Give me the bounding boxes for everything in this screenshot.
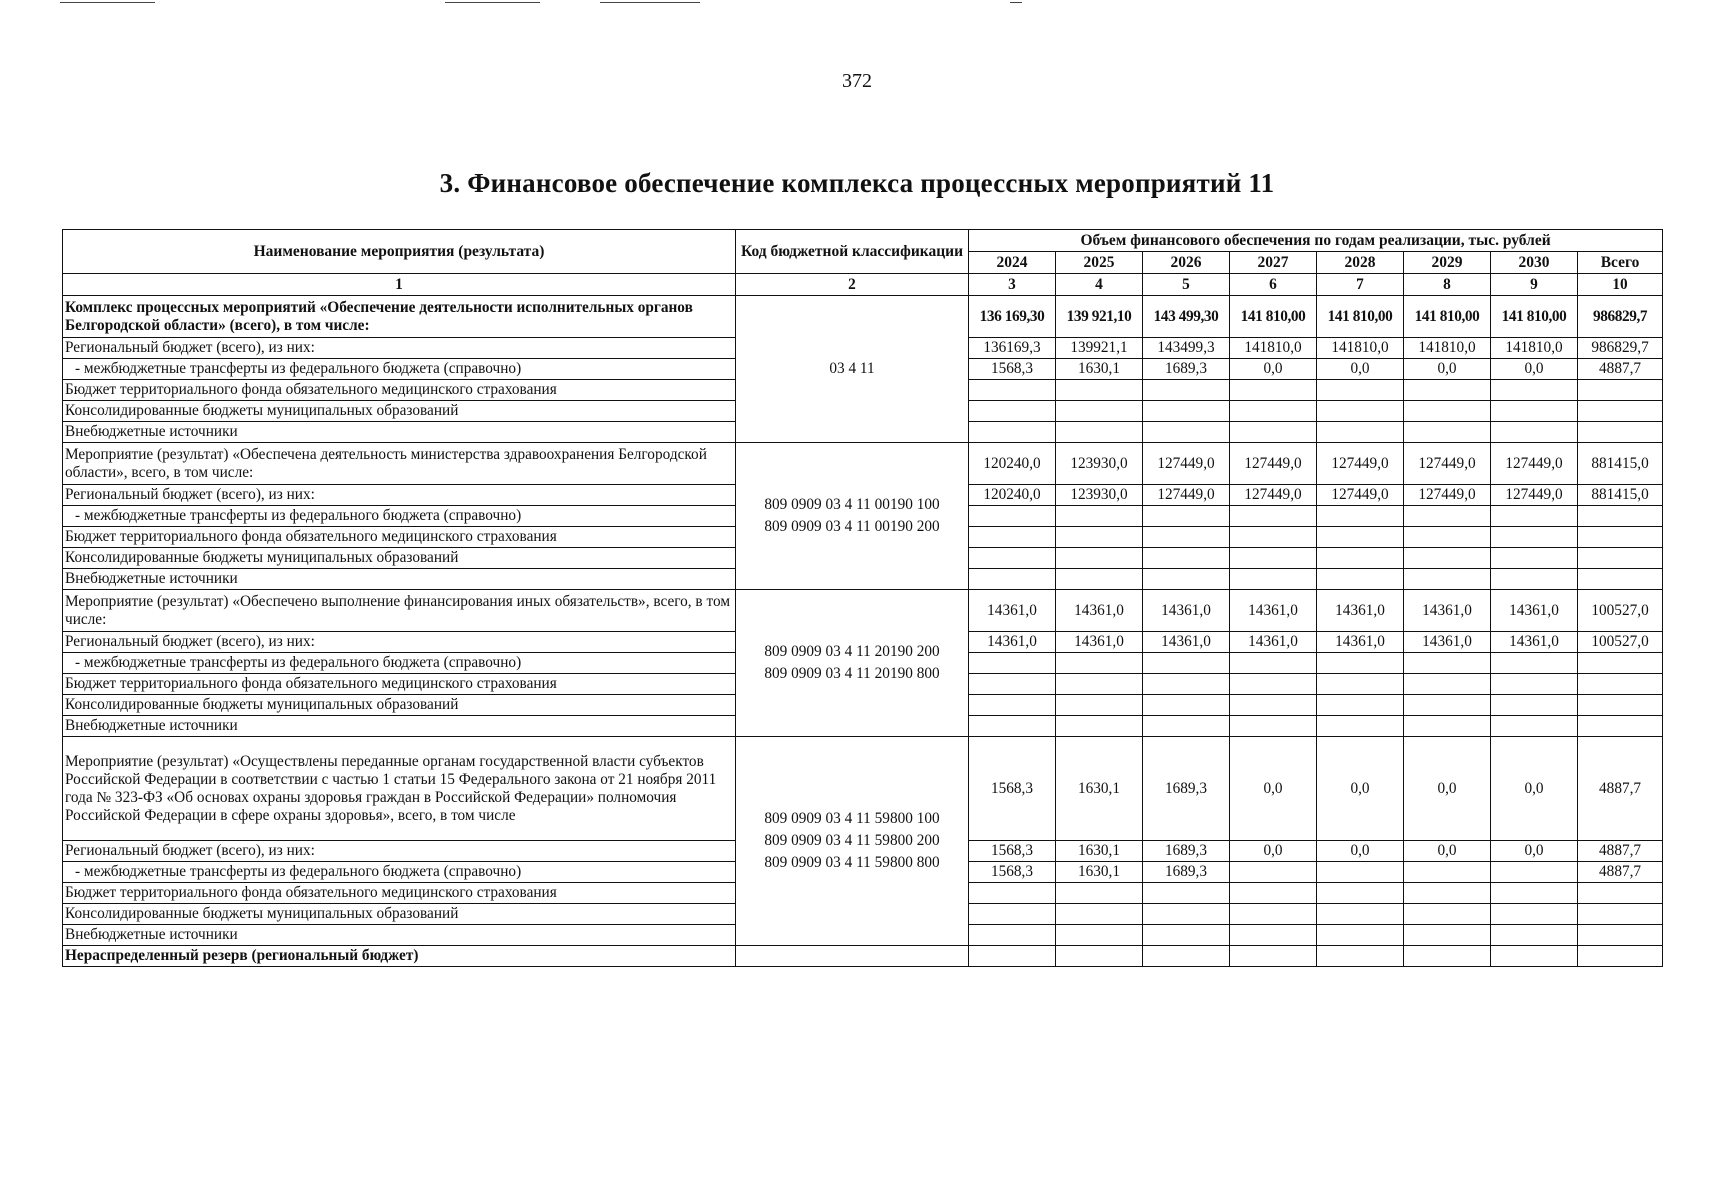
year-value-cell: 139 921,10 xyxy=(1056,296,1143,338)
header-year: 2027 xyxy=(1230,252,1317,274)
year-value-cell xyxy=(1317,925,1404,946)
header-code: Код бюджетной классификации xyxy=(736,230,969,274)
column-index-row xyxy=(63,274,1663,296)
year-value-cell xyxy=(969,925,1056,946)
year-value-cell: 141 810,00 xyxy=(1404,296,1491,338)
total-value-cell xyxy=(1578,527,1663,548)
year-value-cell xyxy=(1317,527,1404,548)
year-value-cell xyxy=(1491,946,1578,967)
header-total: Всего xyxy=(1578,252,1663,274)
year-value-cell xyxy=(1230,925,1317,946)
year-value-cell xyxy=(1317,716,1404,737)
year-value-cell xyxy=(1491,569,1578,590)
total-value-cell xyxy=(1578,946,1663,967)
year-value-cell xyxy=(1230,548,1317,569)
year-value-cell: 0,0 xyxy=(1404,737,1491,841)
header-year: 2030 xyxy=(1491,252,1578,274)
year-value-cell xyxy=(1404,506,1491,527)
year-value-cell xyxy=(1056,569,1143,590)
total-value-cell: 4887,7 xyxy=(1578,862,1663,883)
year-value-cell xyxy=(1230,946,1317,967)
total-value-cell: 986829,7 xyxy=(1578,296,1663,338)
total-value-cell: 4887,7 xyxy=(1578,359,1663,380)
year-value-cell: 14361,0 xyxy=(1230,632,1317,653)
year-value-cell xyxy=(1230,674,1317,695)
funding-source-name: Консолидированные бюджеты муниципальных образований xyxy=(63,695,736,716)
year-value-cell xyxy=(969,527,1056,548)
funding-source-name: Региональный бюджет (всего), из них: xyxy=(63,632,736,653)
funding-source-name: Бюджет территориального фонда обязательного медицинского страхования xyxy=(63,527,736,548)
year-value-cell xyxy=(1404,569,1491,590)
funding-source-name: Внебюджетные источники xyxy=(63,569,736,590)
year-value-cell xyxy=(1404,716,1491,737)
year-value-cell xyxy=(1404,946,1491,967)
year-value-cell xyxy=(1056,674,1143,695)
year-value-cell xyxy=(969,695,1056,716)
year-value-cell xyxy=(1317,506,1404,527)
year-value-cell: 127449,0 xyxy=(1317,443,1404,485)
year-value-cell: 14361,0 xyxy=(1404,590,1491,632)
funding-source-name: Региональный бюджет (всего), из них: xyxy=(63,485,736,506)
year-value-cell: 0,0 xyxy=(1230,737,1317,841)
year-value-cell xyxy=(969,883,1056,904)
year-value-cell xyxy=(1491,422,1578,443)
total-value-cell xyxy=(1578,380,1663,401)
year-value-cell xyxy=(1230,862,1317,883)
reserve-row xyxy=(63,946,1663,967)
year-value-cell: 143499,3 xyxy=(1143,338,1230,359)
year-value-cell: 14361,0 xyxy=(1056,632,1143,653)
year-value-cell xyxy=(1491,904,1578,925)
year-value-cell: 1630,1 xyxy=(1056,841,1143,862)
year-value-cell: 14361,0 xyxy=(1491,632,1578,653)
column-index: 5 xyxy=(1143,274,1230,296)
total-value-cell xyxy=(1578,883,1663,904)
year-value-cell xyxy=(1317,548,1404,569)
year-value-cell: 127449,0 xyxy=(1230,443,1317,485)
funding-source-name: Консолидированные бюджеты муниципальных образований xyxy=(63,401,736,422)
year-value-cell: 136 169,30 xyxy=(969,296,1056,338)
year-value-cell xyxy=(969,380,1056,401)
year-value-cell xyxy=(1143,527,1230,548)
table-body xyxy=(63,274,1663,967)
year-value-cell xyxy=(1056,506,1143,527)
year-value-cell: 120240,0 xyxy=(969,443,1056,485)
total-value-cell: 100527,0 xyxy=(1578,590,1663,632)
year-value-cell xyxy=(1143,695,1230,716)
year-value-cell xyxy=(969,506,1056,527)
year-value-cell: 14361,0 xyxy=(969,590,1056,632)
total-value-cell: 986829,7 xyxy=(1578,338,1663,359)
year-value-cell: 14361,0 xyxy=(1317,632,1404,653)
year-value-cell: 1689,3 xyxy=(1143,841,1230,862)
year-value-cell xyxy=(1230,904,1317,925)
activity-name: Мероприятие (результат) «Обеспечена деятельность министерства здравоохранения Белгородской области», всего, в том числе: xyxy=(63,443,736,485)
year-value-cell: 14361,0 xyxy=(1491,590,1578,632)
year-value-cell: 120240,0 xyxy=(969,485,1056,506)
year-value-cell: 14361,0 xyxy=(969,632,1056,653)
year-value-cell xyxy=(1404,422,1491,443)
total-value-cell xyxy=(1578,506,1663,527)
year-value-cell xyxy=(1056,925,1143,946)
year-value-cell: 143 499,30 xyxy=(1143,296,1230,338)
column-index: 4 xyxy=(1056,274,1143,296)
year-value-cell xyxy=(1143,506,1230,527)
year-value-cell xyxy=(1317,653,1404,674)
year-value-cell xyxy=(1056,527,1143,548)
year-value-cell xyxy=(1143,883,1230,904)
year-value-cell: 0,0 xyxy=(1230,359,1317,380)
financing-table xyxy=(62,229,1663,967)
activity-name: Комплекс процессных мероприятий «Обеспечение деятельности исполнительных органов Белгородской области» (всего), в том числе: xyxy=(63,296,736,338)
year-value-cell xyxy=(1491,695,1578,716)
year-value-cell: 1630,1 xyxy=(1056,359,1143,380)
year-value-cell: 127449,0 xyxy=(1404,485,1491,506)
year-value-cell xyxy=(1491,862,1578,883)
year-value-cell xyxy=(1056,422,1143,443)
year-value-cell xyxy=(1056,548,1143,569)
year-value-cell: 123930,0 xyxy=(1056,443,1143,485)
year-value-cell xyxy=(969,904,1056,925)
year-value-cell xyxy=(969,548,1056,569)
year-value-cell xyxy=(1404,380,1491,401)
year-value-cell xyxy=(1143,653,1230,674)
year-value-cell: 14361,0 xyxy=(1317,590,1404,632)
year-value-cell: 127449,0 xyxy=(1143,485,1230,506)
year-value-cell xyxy=(1056,946,1143,967)
year-value-cell: 1689,3 xyxy=(1143,737,1230,841)
year-value-cell: 0,0 xyxy=(1404,359,1491,380)
year-value-cell xyxy=(1491,716,1578,737)
year-value-cell: 139921,1 xyxy=(1056,338,1143,359)
year-value-cell xyxy=(1404,925,1491,946)
budget-classification-code: 809 0909 03 4 11 59800 100 809 0909 03 4 11 59800 200 809 0909 03 4 11 59800 800 xyxy=(736,737,969,946)
year-value-cell xyxy=(1491,925,1578,946)
year-value-cell xyxy=(1317,904,1404,925)
year-value-cell xyxy=(1143,548,1230,569)
funding-source-name: Внебюджетные источники xyxy=(63,716,736,737)
year-value-cell: 123930,0 xyxy=(1056,485,1143,506)
year-value-cell xyxy=(1317,862,1404,883)
total-value-cell: 881415,0 xyxy=(1578,485,1663,506)
year-value-cell xyxy=(1491,674,1578,695)
funding-source-name: - межбюджетные трансферты из федерального бюджета (справочно) xyxy=(63,862,736,883)
year-value-cell xyxy=(969,401,1056,422)
year-value-cell: 127449,0 xyxy=(1491,443,1578,485)
year-value-cell: 1568,3 xyxy=(969,359,1056,380)
year-value-cell xyxy=(1143,401,1230,422)
year-value-cell xyxy=(1491,380,1578,401)
year-value-cell: 127449,0 xyxy=(1404,443,1491,485)
year-value-cell: 14361,0 xyxy=(1056,590,1143,632)
year-value-cell xyxy=(1404,674,1491,695)
year-value-cell xyxy=(1143,569,1230,590)
year-value-cell: 141810,0 xyxy=(1491,338,1578,359)
header-year: 2028 xyxy=(1317,252,1404,274)
activity-name: Мероприятие (результат) «Обеспечено выполнение финансирования иных обязательств», всего, в том числе: xyxy=(63,590,736,632)
scan-top-marks xyxy=(0,0,1714,8)
year-value-cell xyxy=(1230,653,1317,674)
year-value-cell xyxy=(969,569,1056,590)
year-value-cell: 1630,1 xyxy=(1056,737,1143,841)
reserve-name: Нераспределенный резерв (региональный бюджет) xyxy=(63,946,736,967)
funding-source-name: Консолидированные бюджеты муниципальных образований xyxy=(63,548,736,569)
year-value-cell xyxy=(969,716,1056,737)
total-value-cell xyxy=(1578,569,1663,590)
table-row xyxy=(63,590,1663,632)
year-value-cell xyxy=(969,946,1056,967)
year-value-cell: 127449,0 xyxy=(1317,485,1404,506)
year-value-cell xyxy=(1056,883,1143,904)
year-value-cell: 0,0 xyxy=(1491,359,1578,380)
column-index: 6 xyxy=(1230,274,1317,296)
column-index: 8 xyxy=(1404,274,1491,296)
year-value-cell xyxy=(1491,548,1578,569)
year-value-cell: 141810,0 xyxy=(1317,338,1404,359)
year-value-cell xyxy=(1230,716,1317,737)
year-value-cell: 141 810,00 xyxy=(1230,296,1317,338)
year-value-cell xyxy=(1056,695,1143,716)
total-value-cell xyxy=(1578,674,1663,695)
column-index: 10 xyxy=(1578,274,1663,296)
year-value-cell xyxy=(1404,401,1491,422)
table-row xyxy=(63,296,1663,338)
page-number: 372 xyxy=(842,70,872,92)
year-value-cell xyxy=(1404,653,1491,674)
year-value-cell xyxy=(1404,527,1491,548)
funding-source-name: - межбюджетные трансферты из федерального бюджета (справочно) xyxy=(63,506,736,527)
year-value-cell: 141 810,00 xyxy=(1491,296,1578,338)
total-value-cell: 4887,7 xyxy=(1578,841,1663,862)
year-value-cell: 0,0 xyxy=(1491,841,1578,862)
column-index: 3 xyxy=(969,274,1056,296)
year-value-cell xyxy=(1143,422,1230,443)
year-value-cell xyxy=(969,674,1056,695)
total-value-cell xyxy=(1578,548,1663,569)
total-value-cell xyxy=(1578,422,1663,443)
year-value-cell xyxy=(1317,569,1404,590)
column-index: 2 xyxy=(736,274,969,296)
year-value-cell xyxy=(1491,527,1578,548)
table-row xyxy=(63,443,1663,485)
table-row xyxy=(63,737,1663,841)
funding-source-name: Консолидированные бюджеты муниципальных образований xyxy=(63,904,736,925)
year-value-cell xyxy=(1404,695,1491,716)
reserve-code xyxy=(736,946,969,967)
total-value-cell: 4887,7 xyxy=(1578,737,1663,841)
year-value-cell xyxy=(1230,380,1317,401)
header-year: 2024 xyxy=(969,252,1056,274)
year-value-cell xyxy=(1143,904,1230,925)
year-value-cell xyxy=(1056,716,1143,737)
year-value-cell xyxy=(969,653,1056,674)
year-value-cell: 14361,0 xyxy=(1230,590,1317,632)
year-value-cell: 141810,0 xyxy=(1404,338,1491,359)
year-value-cell: 136169,3 xyxy=(969,338,1056,359)
year-value-cell xyxy=(1143,925,1230,946)
year-value-cell xyxy=(1056,380,1143,401)
year-value-cell xyxy=(1230,695,1317,716)
column-index: 9 xyxy=(1491,274,1578,296)
year-value-cell: 14361,0 xyxy=(1404,632,1491,653)
total-value-cell xyxy=(1578,653,1663,674)
column-index: 7 xyxy=(1317,274,1404,296)
budget-classification-code: 809 0909 03 4 11 00190 100 809 0909 03 4 11 00190 200 xyxy=(736,443,969,590)
header-volume: Объем финансового обеспечения по годам реализации, тыс. рублей xyxy=(969,230,1663,252)
year-value-cell xyxy=(1056,401,1143,422)
year-value-cell xyxy=(1491,653,1578,674)
total-value-cell xyxy=(1578,904,1663,925)
year-value-cell: 1568,3 xyxy=(969,862,1056,883)
year-value-cell xyxy=(1317,401,1404,422)
year-value-cell xyxy=(1491,401,1578,422)
year-value-cell xyxy=(1404,548,1491,569)
total-value-cell xyxy=(1578,695,1663,716)
header-name: Наименование мероприятия (результата) xyxy=(63,230,736,274)
funding-source-name: Региональный бюджет (всего), из них: xyxy=(63,338,736,359)
total-value-cell: 100527,0 xyxy=(1578,632,1663,653)
year-value-cell xyxy=(1143,380,1230,401)
year-value-cell xyxy=(1404,904,1491,925)
year-value-cell: 14361,0 xyxy=(1143,632,1230,653)
funding-source-name: Внебюджетные источники xyxy=(63,422,736,443)
year-value-cell xyxy=(1143,674,1230,695)
year-value-cell xyxy=(1230,883,1317,904)
header-year: 2026 xyxy=(1143,252,1230,274)
year-value-cell xyxy=(969,422,1056,443)
year-value-cell xyxy=(1230,422,1317,443)
year-value-cell xyxy=(1491,506,1578,527)
header-year: 2025 xyxy=(1056,252,1143,274)
year-value-cell: 1568,3 xyxy=(969,841,1056,862)
budget-classification-code: 809 0909 03 4 11 20190 200 809 0909 03 4 11 20190 800 xyxy=(736,590,969,737)
year-value-cell: 141810,0 xyxy=(1230,338,1317,359)
year-value-cell: 0,0 xyxy=(1491,737,1578,841)
year-value-cell xyxy=(1317,946,1404,967)
year-value-cell: 1630,1 xyxy=(1056,862,1143,883)
column-index: 1 xyxy=(63,274,736,296)
section-title: 3. Финансовое обеспечение комплекса процессных мероприятий 11 xyxy=(439,168,1275,198)
year-value-cell xyxy=(1143,716,1230,737)
year-value-cell xyxy=(1230,569,1317,590)
year-value-cell xyxy=(1317,674,1404,695)
activity-name: Мероприятие (результат) «Осуществлены переданные органам государственной власти субъектов Российской Федерации в соответствии с частью 1 статьи 15 Федерального закона от 21 ноября 2011 года № 323-ФЗ «Об основах охраны здоровья граждан в Российской Федерации» полномочия Российской Федерации в сфере охраны здоровья», всего, в том числе xyxy=(63,737,736,841)
year-value-cell: 127449,0 xyxy=(1491,485,1578,506)
funding-source-name: Региональный бюджет (всего), из них: xyxy=(63,841,736,862)
funding-source-name: Бюджет территориального фонда обязательного медицинского страхования xyxy=(63,674,736,695)
year-value-cell xyxy=(1143,946,1230,967)
year-value-cell xyxy=(1491,883,1578,904)
year-value-cell: 0,0 xyxy=(1404,841,1491,862)
year-value-cell xyxy=(1317,380,1404,401)
year-value-cell xyxy=(1230,401,1317,422)
funding-source-name: Бюджет территориального фонда обязательного медицинского страхования xyxy=(63,883,736,904)
funding-source-name: - межбюджетные трансферты из федерального бюджета (справочно) xyxy=(63,359,736,380)
year-value-cell: 127449,0 xyxy=(1230,485,1317,506)
funding-source-name: Бюджет территориального фонда обязательного медицинского страхования xyxy=(63,380,736,401)
funding-source-name: Внебюджетные источники xyxy=(63,925,736,946)
total-value-cell xyxy=(1578,716,1663,737)
year-value-cell xyxy=(1404,862,1491,883)
year-value-cell xyxy=(1056,904,1143,925)
year-value-cell xyxy=(1317,695,1404,716)
year-value-cell xyxy=(1317,422,1404,443)
header-year: 2029 xyxy=(1404,252,1491,274)
year-value-cell xyxy=(1230,506,1317,527)
year-value-cell: 1689,3 xyxy=(1143,359,1230,380)
year-value-cell: 1568,3 xyxy=(969,737,1056,841)
year-value-cell: 141 810,00 xyxy=(1317,296,1404,338)
funding-source-name: - межбюджетные трансферты из федерального бюджета (справочно) xyxy=(63,653,736,674)
year-value-cell: 0,0 xyxy=(1317,841,1404,862)
year-value-cell: 0,0 xyxy=(1230,841,1317,862)
year-value-cell: 0,0 xyxy=(1317,737,1404,841)
year-value-cell: 1689,3 xyxy=(1143,862,1230,883)
year-value-cell: 127449,0 xyxy=(1143,443,1230,485)
total-value-cell xyxy=(1578,401,1663,422)
budget-classification-code: 03 4 11 xyxy=(736,296,969,443)
year-value-cell xyxy=(1404,883,1491,904)
total-value-cell: 881415,0 xyxy=(1578,443,1663,485)
year-value-cell xyxy=(1230,527,1317,548)
year-value-cell: 14361,0 xyxy=(1143,590,1230,632)
year-value-cell xyxy=(1056,653,1143,674)
total-value-cell xyxy=(1578,925,1663,946)
year-value-cell: 0,0 xyxy=(1317,359,1404,380)
year-value-cell xyxy=(1317,883,1404,904)
